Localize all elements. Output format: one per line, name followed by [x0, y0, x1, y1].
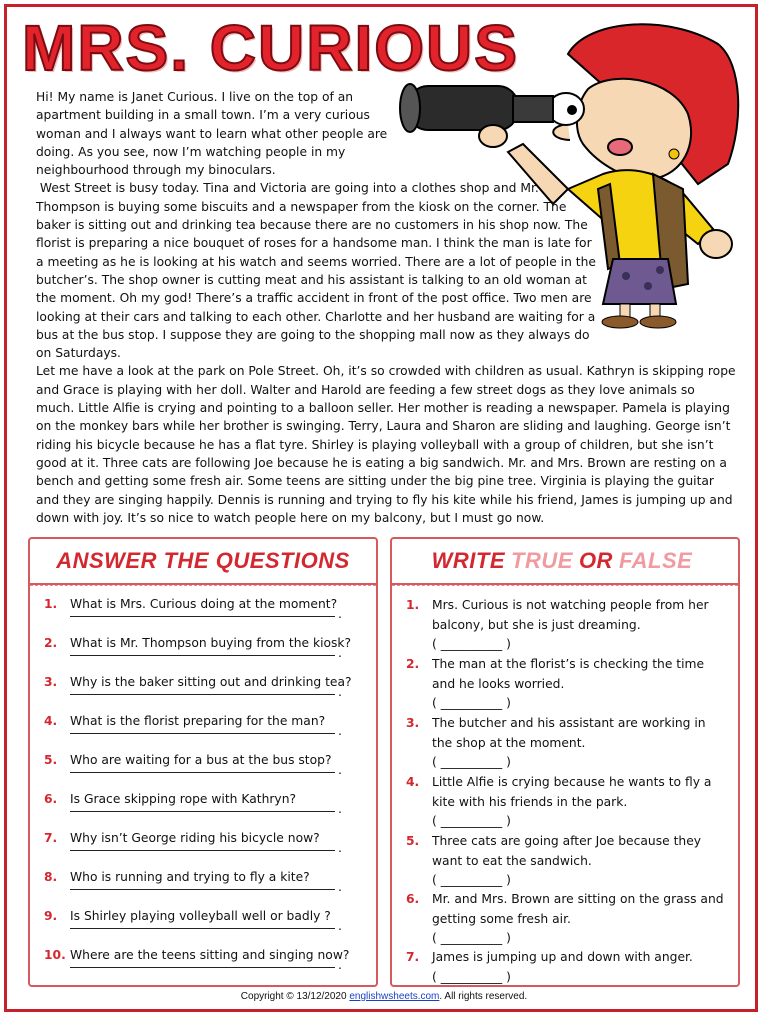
answer-line[interactable] [70, 850, 335, 851]
statement-text [432, 596, 728, 655]
passage-paragraph-2: West Street is busy today. Tina and Victoria are going into a clothes shop and Mr. Thompson is buying some biscuits and a newspaper from the kiosk on the corner. The baker is sitting out and drinking tea because there are no customers in his shop now. The florist is preparing a nice bouquet of roses for a handsome man. I think the man is late for a meeting as he is looking at his watch and seems worried. There are a lot of people in the butcher’s. The shop owner is cutting meat and his assistant is talking to an old woman at the moment. Oh my god! There’s a traffic accident in front of the post office. Two men are looking at their cars and talking to each other. Charlotte and her husband are waiting for a bus at the bus stop. I suppose they are going to the shopping mall now as they always do on Saturdays. [36, 181, 600, 361]
answer-line-period: . [338, 646, 342, 660]
statement-number: 2. [406, 657, 420, 671]
statements-list [392, 585, 738, 985]
answer-line[interactable] [70, 967, 335, 968]
true-false-heading [392, 539, 738, 585]
questions-list [30, 585, 376, 985]
statement-sentence: James is jumping up and down with anger. [432, 950, 693, 964]
answer-line-period: . [338, 724, 342, 738]
answer-line-period: . [338, 880, 342, 894]
question-number: 1. [44, 597, 58, 611]
question-text: Where are the teens sitting and singing now? [70, 948, 350, 962]
question-number: 5. [44, 753, 58, 767]
true-false-blank[interactable]: ( __________ ) [432, 873, 511, 887]
statement-text [432, 773, 728, 832]
question-number: 3. [44, 675, 58, 689]
copyright-prefix: Copyright © 13/12/2020 [240, 991, 350, 1002]
question-number: 9. [44, 909, 58, 923]
answer-line[interactable] [70, 772, 335, 773]
statement-sentence: Little Alfie is crying because he wants to fly a kite with his friends in the park. [432, 775, 712, 809]
reading-passage [36, 88, 736, 527]
statement-text [432, 890, 728, 949]
answer-line-period: . [338, 841, 342, 855]
statement-sentence: Mr. and Mrs. Brown are sitting on the grass and getting some fresh air. [432, 892, 724, 926]
heading-write: WRITE [431, 548, 506, 573]
answer-line[interactable] [70, 928, 335, 929]
answer-line[interactable] [70, 811, 335, 812]
copyright-suffix: . All rights reserved. [439, 991, 528, 1002]
heading-or: OR [578, 548, 613, 573]
statement-text [432, 714, 728, 773]
statement-sentence: Mrs. Curious is not watching people from her balcony, but she is just dreaming. [432, 598, 709, 632]
answer-questions-box [28, 537, 378, 987]
true-false-blank[interactable]: ( __________ ) [432, 931, 511, 945]
answer-line[interactable] [70, 889, 335, 890]
question-text: Why is the baker sitting out and drinking tea? [70, 675, 352, 689]
copyright-footer [0, 991, 768, 1002]
answer-line-period: . [338, 685, 342, 699]
true-false-blank[interactable]: ( __________ ) [432, 755, 511, 769]
question-number: 7. [44, 831, 58, 845]
statement-text [432, 655, 728, 714]
heading-false: FALSE [618, 548, 693, 573]
question-text: What is the florist preparing for the man? [70, 714, 326, 728]
statement-number: 6. [406, 892, 420, 906]
statement-sentence: The man at the florist’s is checking the time and he looks worried. [432, 657, 705, 691]
answer-line[interactable] [70, 733, 335, 734]
question-text: Is Grace skipping rope with Kathryn? [70, 792, 297, 806]
answer-questions-heading: ANSWER THE QUESTIONS [30, 539, 376, 585]
question-number: 4. [44, 714, 58, 728]
statement-number: 3. [406, 716, 420, 730]
answer-line-period: . [338, 919, 342, 933]
question-number: 8. [44, 870, 58, 884]
answer-line-period: . [338, 958, 342, 972]
answer-line[interactable] [70, 616, 335, 617]
question-number: 2. [44, 636, 58, 650]
question-text: What is Mrs. Curious doing at the moment? [70, 597, 338, 611]
true-false-blank[interactable]: ( __________ ) [432, 637, 511, 651]
statement-number: 1. [406, 598, 420, 612]
question-text: Is Shirley playing volleyball well or badly ? [70, 909, 331, 923]
statement-number: 4. [406, 775, 420, 789]
question-text: Why isn’t George riding his bicycle now? [70, 831, 320, 845]
statement-number: 5. [406, 834, 420, 848]
true-false-box [390, 537, 740, 987]
true-false-blank[interactable]: ( __________ ) [432, 814, 511, 828]
statement-sentence: Three cats are going after Joe because they want to eat the sandwich. [432, 834, 702, 868]
worksheet-title: MRS. CURIOUS [22, 12, 519, 84]
question-text: Who is running and trying to fly a kite? [70, 870, 310, 884]
answer-line-period: . [338, 802, 342, 816]
question-text: What is Mr. Thompson buying from the kiosk? [70, 636, 352, 650]
statement-number: 7. [406, 950, 420, 964]
statement-text [432, 832, 728, 891]
true-false-blank[interactable]: ( __________ ) [432, 969, 511, 984]
question-text: Who are waiting for a bus at the bus stop? [70, 753, 332, 767]
heading-true: TRUE [511, 548, 573, 573]
answer-line-period: . [338, 763, 342, 777]
question-number: 6. [44, 792, 58, 806]
true-false-blank[interactable]: ( __________ ) [432, 696, 511, 710]
answer-line[interactable] [70, 655, 335, 656]
answer-line-period: . [338, 607, 342, 621]
passage-paragraph-3: Let me have a look at the park on Pole Street. Oh, it’s so crowded with children as usual. Kathryn is skipping rope and Grace is playing with her doll. Walter and Harold are feeding a few street dogs as they love animals so much. Little Alfie is crying and pointing to a balloon seller. Her mother is reading a newspaper. Pamela is playing on the monkey bars while her brother is swinging. Terry, Laura and Sharon are sliding and laughing. George isn’t riding his bicycle because he has a flat tyre. Shirley is playing volleyball with a group of children, but she isn’t good at it. Three cats are following Joe because he is eating a big sandwich. Mr. and Mrs. Brown are resting on a bench and getting some fresh air. Some teens are sitting under the big pine tree. Virginia is playing the guitar and they are singing happily. Dennis is running and trying to fly his kite while his friend, James is jumping up and down with joy. It’s so nice to watch people here on my balcony, but I must go now. [36, 364, 736, 525]
statement-text [432, 948, 728, 987]
passage-paragraph-1: Hi! My name is Janet Curious. I live on the top of an apartment building in a small town. I’m a very curious woman and I always want to learn what other people are doing. As you see, now I’m watching people in my neighbourhood through my binoculars. [36, 90, 388, 178]
question-number: 10. [44, 948, 66, 962]
answer-line[interactable] [70, 694, 335, 695]
website-link[interactable]: englishwsheets.com [349, 991, 440, 1002]
statement-sentence: The butcher and his assistant are working in the shop at the moment. [432, 716, 706, 750]
